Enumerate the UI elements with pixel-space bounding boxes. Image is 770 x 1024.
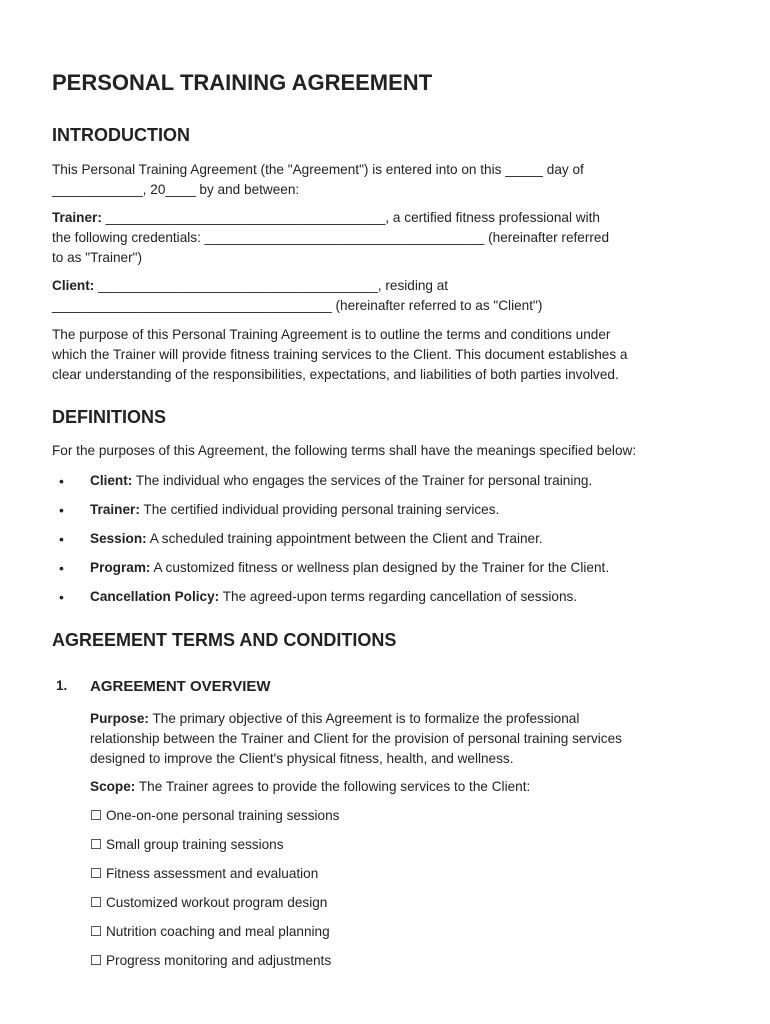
definition-term: Cancellation Policy: xyxy=(90,589,220,604)
trainer-line-2: the following credentials: _____________________________________ (hereinafter referred xyxy=(52,230,610,245)
checkbox-icon: ☐ xyxy=(90,837,103,852)
intro-line-2: ____________, 20____ by and between: xyxy=(52,182,300,197)
section-number: 1. xyxy=(56,678,68,693)
checkbox-icon: ☐ xyxy=(90,895,103,910)
section-purpose-label: Purpose: xyxy=(90,711,149,726)
trainer-line-1-text: _____________________________________, a certified fitness professional with xyxy=(101,210,600,225)
definition-text: The agreed-upon terms regarding cancellation of sessions. xyxy=(219,589,578,604)
scope-label: Scope: xyxy=(90,779,136,794)
definitions-intro: For the purposes of this Agreement, the following terms shall have the meanings specified below: xyxy=(52,443,637,458)
purpose-line-3: clear understanding of the responsibilities, expectations, and liabilities of both parties involved. xyxy=(52,367,619,382)
trainer-line-3: to as "Trainer") xyxy=(52,250,142,265)
service-item xyxy=(90,835,284,855)
definition-text: The certified individual providing personal training services. xyxy=(139,502,500,517)
service-label: Nutrition coaching and meal planning xyxy=(105,924,330,939)
section-heading: AGREEMENT OVERVIEW xyxy=(90,678,271,695)
definition-term: Trainer: xyxy=(90,502,140,517)
trainer-paragraph xyxy=(52,208,727,268)
bullet-icon: • xyxy=(59,589,64,605)
service-label: Small group training sessions xyxy=(105,837,284,852)
bullet-icon: • xyxy=(59,473,64,489)
definitions-heading: DEFINITIONS xyxy=(52,407,167,427)
definition-term: Program: xyxy=(90,560,151,575)
section-purpose-line-3: designed to improve the Client's physical fitness, health, and wellness. xyxy=(90,751,514,766)
bullet-icon: • xyxy=(59,560,64,576)
service-item xyxy=(90,922,330,942)
definition-term: Session: xyxy=(90,531,147,546)
trainer-label: Trainer: xyxy=(52,210,102,225)
trainer-line-1 xyxy=(52,208,727,228)
definition-term: Client: xyxy=(90,473,133,488)
client-line-1-text: _____________________________________, residing at xyxy=(94,278,449,293)
service-item xyxy=(90,864,318,884)
service-item xyxy=(90,951,331,971)
purpose-line-1: The purpose of this Personal Training Agreement is to outline the terms and conditions under xyxy=(52,327,611,342)
bullet-icon: • xyxy=(59,531,64,547)
bullet-icon: • xyxy=(59,502,64,518)
checkbox-icon: ☐ xyxy=(90,953,103,968)
section-purpose-line-2: relationship between the Trainer and Client for the provision of personal training services xyxy=(90,731,622,746)
checkbox-icon: ☐ xyxy=(90,808,103,823)
section-purpose-paragraph xyxy=(90,709,690,769)
client-line-2: _____________________________________ (hereinafter referred to as "Client") xyxy=(52,298,543,313)
client-line-1 xyxy=(52,276,727,296)
definition-text: The individual who engages the services of the Trainer for personal training. xyxy=(132,473,593,488)
terms-heading: AGREEMENT TERMS AND CONDITIONS xyxy=(52,630,397,650)
purpose-paragraph xyxy=(52,325,727,385)
scope-text: The Trainer agrees to provide the following services to the Client: xyxy=(135,779,531,794)
scope-paragraph xyxy=(90,777,690,797)
service-item xyxy=(90,893,327,913)
checkbox-icon: ☐ xyxy=(90,866,103,881)
intro-paragraph xyxy=(52,160,727,200)
introduction-heading: INTRODUCTION xyxy=(52,125,190,145)
purpose-line-2: which the Trainer will provide fitness training services to the Client. This document establishes a xyxy=(52,347,628,362)
service-label: One-on-one personal training sessions xyxy=(105,808,340,823)
definition-text: A scheduled training appointment between the Client and Trainer. xyxy=(146,531,543,546)
service-item xyxy=(90,806,339,826)
checkbox-icon: ☐ xyxy=(90,924,103,939)
service-label: Customized workout program design xyxy=(105,895,328,910)
section-purpose-line-1-text: The primary objective of this Agreement is to formalize the professional xyxy=(148,711,580,726)
client-paragraph xyxy=(52,276,727,316)
intro-line-1: This Personal Training Agreement (the "Agreement") is entered into on this _____ day of xyxy=(52,162,584,177)
definition-text: A customized fitness or wellness plan designed by the Trainer for the Client. xyxy=(150,560,610,575)
service-label: Fitness assessment and evaluation xyxy=(105,866,319,881)
section-purpose-line-1 xyxy=(90,709,690,729)
service-label: Progress monitoring and adjustments xyxy=(105,953,332,968)
document-title: PERSONAL TRAINING AGREEMENT xyxy=(52,70,433,95)
client-label: Client: xyxy=(52,278,95,293)
